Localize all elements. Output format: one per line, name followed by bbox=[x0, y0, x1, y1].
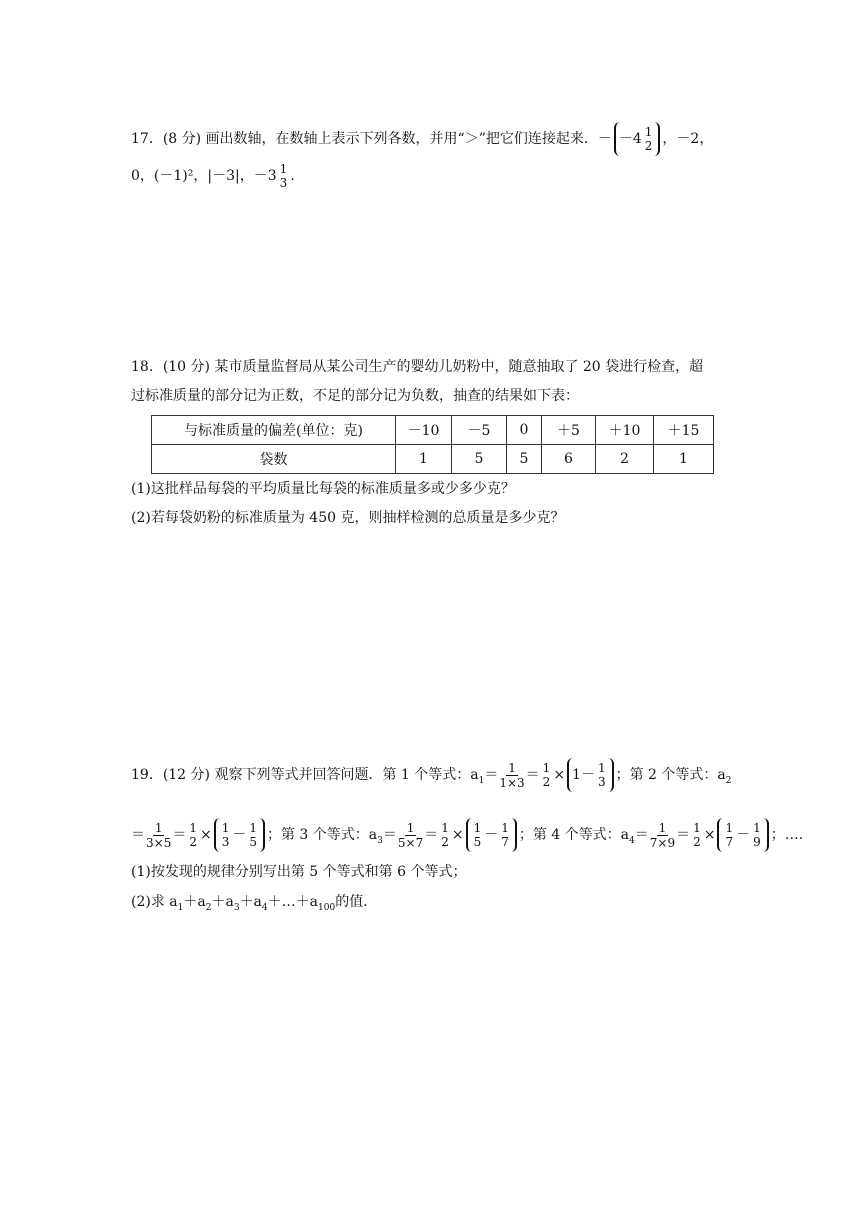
q18-line1: 18．(10 分) 某市质量监督局从某公司生产的婴幼儿奶粉中，随意抽取了 20 袋进行检查，超 bbox=[131, 359, 704, 375]
q17-lead: 17．(8 分) 画出数轴，在数轴上表示下列各数，并用“＞”把它们连接起来．－ bbox=[131, 131, 612, 147]
q19-p3-fraction-a: 1 5 bbox=[473, 821, 482, 849]
q19-line1: 19．(12 分) 观察下列等式并回答问题．第 1 个等式：$a_1=$ $\frac{1}{1\times 3}$ ＝ 1 2 × 1－ 1 3 ；第 2 个等式：$a_2$ bbox=[131, 758, 732, 792]
q17-line1 bbox=[131, 122, 713, 156]
q19-paren-4: 1 7 － 1 9 bbox=[717, 818, 768, 852]
table-cell: ＋5 bbox=[542, 416, 596, 445]
q19-p3-fraction-b: 1 7 bbox=[501, 821, 509, 849]
table-cell: 2 bbox=[596, 445, 654, 474]
q19-fraction: $\frac{1}{5\times 7}$ bbox=[397, 820, 424, 850]
table-cell: 1 bbox=[396, 445, 452, 474]
q19-p4-fraction-b: 1 9 bbox=[753, 821, 761, 849]
table-cell: 0 bbox=[507, 416, 542, 445]
q19-half: 1 2 bbox=[189, 821, 197, 849]
q19-p2-fraction-b: 1 5 bbox=[249, 821, 257, 849]
q19-p1-fraction: 1 3 bbox=[597, 761, 606, 789]
q19-paren-2: 1 3 － 1 5 bbox=[214, 818, 265, 852]
q19-paren-1: 1－ 1 3 bbox=[567, 758, 614, 792]
q19-ask1: (1)按发现的规律分别写出第 5 个等式和第 6 个等式； bbox=[131, 864, 467, 880]
q19-p2-fraction-a: 1 3 bbox=[221, 821, 230, 849]
table-cell: －5 bbox=[452, 416, 507, 445]
q19-fraction: $\frac{1}{3\times 5}$ bbox=[146, 820, 172, 850]
table-cell: 1 bbox=[654, 445, 714, 474]
q19-ask2: (2)求 $a_1+a_2+a_3+a_4+\dots+a_{100}$的值． bbox=[131, 894, 378, 913]
table-cell: 5 bbox=[507, 445, 542, 474]
table-cell: ＋15 bbox=[654, 416, 714, 445]
q17-n2-fraction: 1 3 bbox=[279, 162, 288, 190]
q17-paren-expression bbox=[614, 122, 661, 156]
q17-line2: 0，(－1)²，|－3|，－3 1 3 . bbox=[131, 162, 295, 190]
q19-fraction: $\frac{1}{1\times 3}$ bbox=[499, 760, 525, 790]
q19-fraction: $\frac{1}{7\times 9}$ bbox=[649, 820, 676, 850]
table-cell: 5 bbox=[452, 445, 507, 474]
q18-sub1: (1)这批样品每袋的平均质量比每袋的标准质量多或少多少克？ bbox=[131, 481, 515, 497]
table-row-deviations bbox=[152, 416, 714, 445]
q18-line2: 过标准质量的部分记为正数，不足的部分记为负数，抽查的结果如下表： bbox=[131, 388, 579, 404]
q17-after-n1: ，－2， bbox=[662, 131, 714, 147]
q19-line2: ＝ $\frac{1}{3\times 5}$ ＝ 1 2 × 1 3 － 1 5 ；第 3 个等式：$a_3=$ $\frac{1}{5\times 7}$ ＝ 1 2 × 1 5 － 1 7 ；第 4 个等式：$a_4=$ $\frac{1}{7\times 9}$ ＝ 1 2 × 1 7 － 1 9 ；…. bbox=[131, 818, 803, 852]
q19-half: 1 2 bbox=[542, 761, 551, 789]
table-cell: －10 bbox=[396, 416, 452, 445]
deviation-table bbox=[151, 415, 714, 474]
q18-sub2: (2)若每袋奶粉的标准质量为 450 克，则抽样检测的总质量是多少克？ bbox=[131, 510, 565, 526]
table-header-label: 与标准质量的偏差(单位：克) bbox=[152, 416, 396, 445]
table-row-label: 袋数 bbox=[152, 445, 396, 474]
q19-half: 1 2 bbox=[441, 821, 449, 849]
table-cell: ＋10 bbox=[596, 416, 654, 445]
table-cell: 6 bbox=[542, 445, 596, 474]
q19-p4-fraction-a: 1 7 bbox=[725, 821, 734, 849]
q17-n1-int: －4 bbox=[618, 131, 642, 147]
q19-half: 1 2 bbox=[693, 821, 701, 849]
q19-paren-3: 1 5 － 1 7 bbox=[466, 818, 517, 852]
table-row-counts bbox=[152, 445, 714, 474]
q17-line2-text: 0，(－1)²，|－3|，－3 bbox=[131, 168, 277, 184]
q17-n1-fraction: 1 2 bbox=[644, 125, 653, 153]
